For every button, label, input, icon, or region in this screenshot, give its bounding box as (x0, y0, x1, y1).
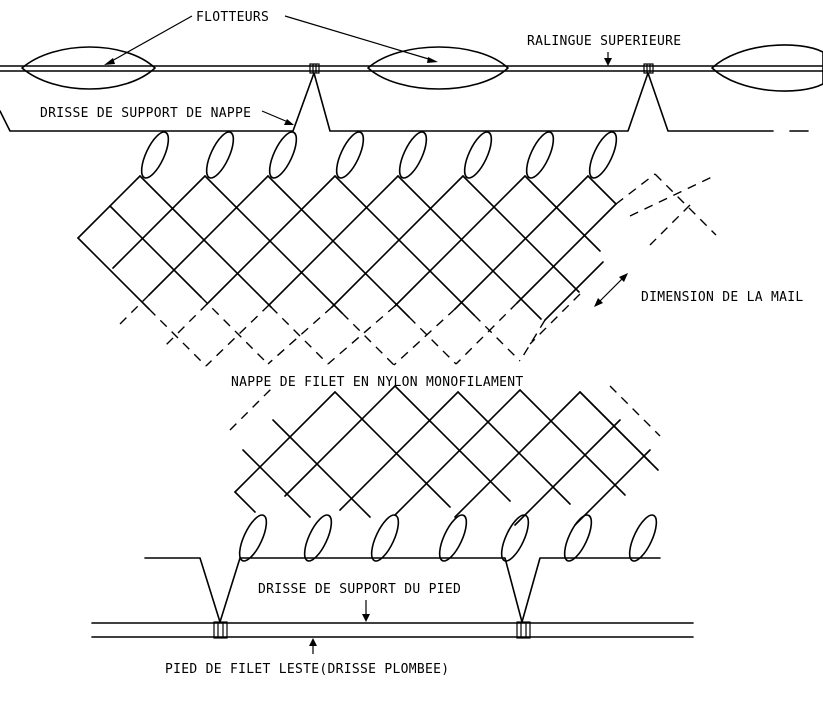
label-ralingue-group (527, 34, 681, 66)
pied-filet-leste-line (92, 623, 693, 637)
label-pied-leste-group (165, 638, 449, 677)
lead-line-connector-2 (517, 622, 530, 638)
upper-netting-mesh (78, 176, 616, 320)
label-drisse-support-pied: DRISSE DE SUPPORT DU PIED (258, 582, 462, 597)
lower-netting-mesh (235, 386, 658, 525)
top-rings (136, 129, 621, 182)
label-drisse-support-nappe: DRISSE DE SUPPORT DE NAPPE (40, 106, 252, 121)
lower-netting-dashed (230, 385, 660, 436)
float-2 (368, 47, 508, 89)
label-nappe-filet: NAPPE DE FILET EN NYLON MONOFILAMENT (231, 375, 524, 390)
label-drisse-nappe-group (40, 106, 294, 125)
float-1 (22, 47, 155, 89)
ralingue-superieure-line (0, 66, 823, 71)
label-dimension-maille: DIMENSION DE LA MAIL (641, 290, 804, 305)
mesh-dimension-arrow (594, 273, 628, 307)
label-drisse-pied-group (258, 582, 461, 622)
label-ralingue-superieure: RALINGUE SUPERIEURE (527, 34, 682, 49)
label-flotteurs: FLOTTEURS (196, 10, 270, 25)
upper-netting-dashed (120, 174, 716, 366)
drisse-support-nappe-line (0, 73, 808, 131)
label-pied-filet-leste: PIED DE FILET LESTE(DRISSE PLOMBEE) (165, 662, 450, 677)
bottom-rings (234, 512, 661, 565)
float-3 (712, 45, 823, 91)
lead-line-connector-1 (214, 622, 227, 638)
